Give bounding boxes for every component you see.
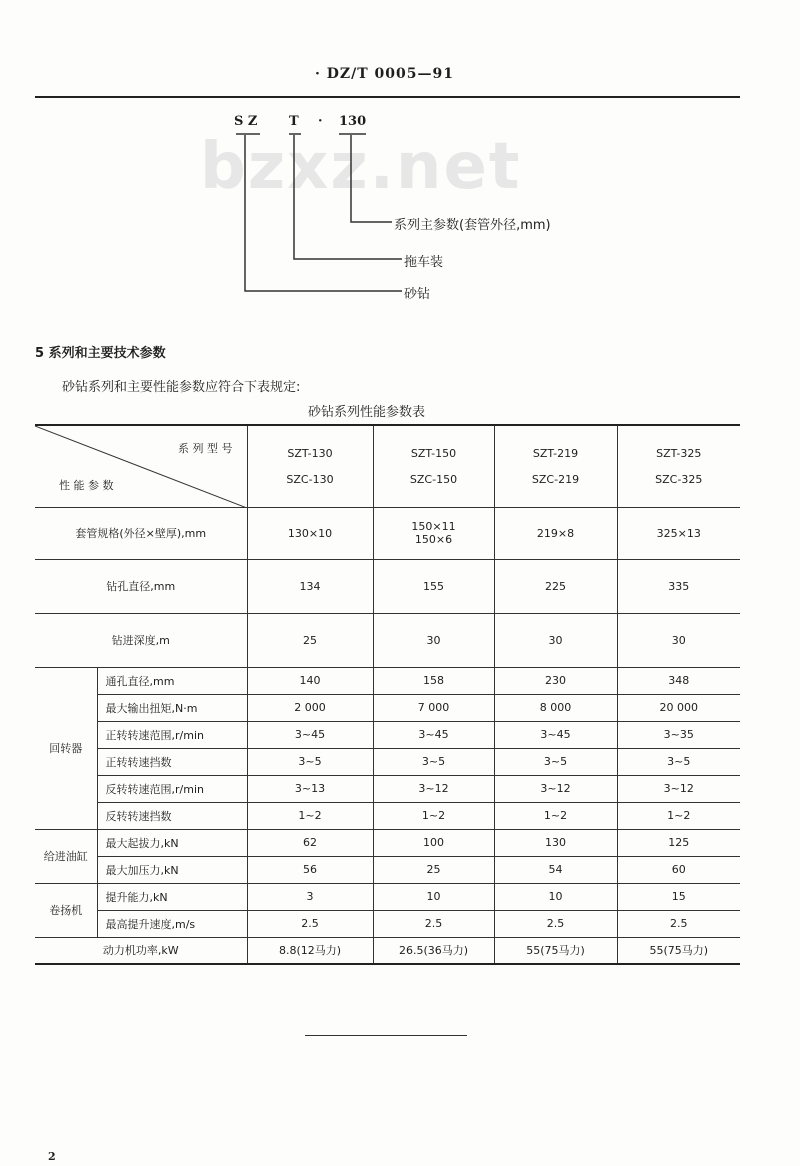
table-cell: 56 [247,856,373,883]
table-cell [373,507,494,559]
table-cell: 335 [617,559,740,613]
table-cell: 348 [617,667,740,694]
table-cell: 3~45 [373,721,494,748]
header-param-label: 性 能 参 数 [59,478,114,492]
table-cell: 30 [617,613,740,667]
label-trailer: 拖车装 [404,255,444,270]
row-label: 正转转速范围,r/min [97,721,247,748]
table-cell: 3~12 [373,775,494,802]
group-label: 卷扬机 [35,883,97,937]
section-intro: 砂钻系列和主要性能参数应符合下表规定: [62,380,301,395]
table-cell: 125 [617,829,740,856]
table-cell: 8.8(12马力) [247,937,373,964]
row-label: 最大输出扭矩,N·m [97,694,247,721]
code-dot: · [318,114,323,129]
table-cell: 55(75马力) [617,937,740,964]
model-name: SZT-325 [656,446,702,460]
table-cell: 134 [247,559,373,613]
row-label: 正转转速挡数 [97,748,247,775]
table-cell: 20 000 [617,694,740,721]
table-cell: 219×8 [494,507,617,559]
table-cell: 3~5 [494,748,617,775]
table-cell: 3~5 [373,748,494,775]
table-cell: 1~2 [494,802,617,829]
table-cell: 10 [494,883,617,910]
footer-rule [305,1035,467,1036]
table-cell: 230 [494,667,617,694]
code-130: 130 [339,114,367,129]
model-name: SZT-219 [532,446,579,460]
model-name: SZT-130 [287,446,333,460]
row-label: 最大加压力,kN [97,856,247,883]
table-cell: 1~2 [617,802,740,829]
table-cell: 30 [494,613,617,667]
row-label: 反转转速范围,r/min [97,775,247,802]
row-label: 通孔直径,mm [97,667,247,694]
row-label: 最高提升速度,m/s [97,910,247,937]
row-label: 钻孔直径,mm [35,559,247,613]
model-header [373,425,494,507]
model-name: SZT-150 [410,446,457,460]
table-cell: 25 [247,613,373,667]
table-cell: 8 000 [494,694,617,721]
table-cell: 2.5 [617,910,740,937]
row-label: 动力机功率,kW [35,937,247,964]
table-cell: 3 [247,883,373,910]
model-header [494,425,617,507]
group-label: 给进油缸 [35,829,97,883]
table-cell: 3~5 [617,748,740,775]
table-cell: 1~2 [373,802,494,829]
label-main-param: 系列主参数(套管外径,mm) [394,218,551,233]
table-cell: 2.5 [247,910,373,937]
header-diagonal-line [35,426,247,508]
table-cell: 7 000 [373,694,494,721]
row-label: 提升能力,kN [97,883,247,910]
standard-code: · DZ/T 0005—91 [315,66,454,82]
table-cell: 3~13 [247,775,373,802]
table-cell: 25 [373,856,494,883]
table-cell: 2.5 [373,910,494,937]
table-cell: 30 [373,613,494,667]
row-label: 钻进深度,m [35,613,247,667]
header-series-label: 系 列 型 号 [178,442,233,455]
table-cell: 3~45 [247,721,373,748]
code-sz: S Z [234,114,258,129]
casing-150-a: 150×11 150×6 [411,520,456,546]
table-cell: 1~2 [247,802,373,829]
table-cell: 3~12 [617,775,740,802]
table-cell: 130×10 [247,507,373,559]
table-cell: 62 [247,829,373,856]
model-header [617,425,740,507]
table-cell: 3~45 [494,721,617,748]
table-cell: 10 [373,883,494,910]
table-cell: 3~12 [494,775,617,802]
label-sand-drill: 砂钻 [404,287,431,302]
code-t: T [289,114,299,129]
header-diagonal-cell [35,425,247,507]
table-cell: 15 [617,883,740,910]
table-cell: 54 [494,856,617,883]
model-name: SZC-219 [531,472,580,486]
table-cell: 60 [617,856,740,883]
row-label: 套管规格(外径×壁厚),mm [35,507,247,559]
model-name: SZC-150 [409,472,458,486]
table-cell: 2 000 [247,694,373,721]
table-cell: 3~35 [617,721,740,748]
spec-table [35,424,740,965]
table-cell: 225 [494,559,617,613]
model-name: SZC-325 [655,472,703,486]
watermark: bzxz.net [200,130,522,204]
table-cell: 2.5 [494,910,617,937]
table-cell: 130 [494,829,617,856]
table-cell: 55(75马力) [494,937,617,964]
model-header [247,425,373,507]
table-cell: 100 [373,829,494,856]
group-label: 回转器 [35,667,97,829]
table-caption: 砂钻系列性能参数表 [308,405,426,420]
model-name: SZC-130 [286,472,334,486]
section-title: 5 系列和主要技术参数 [35,346,166,361]
table-cell: 26.5(36马力) [373,937,494,964]
table-cell: 155 [373,559,494,613]
row-label: 最大起拔力,kN [97,829,247,856]
page-number: 2 [48,1150,56,1163]
row-label: 反转转速挡数 [97,802,247,829]
table-cell: 158 [373,667,494,694]
table-cell: 140 [247,667,373,694]
table-cell: 3~5 [247,748,373,775]
designation-lines [0,0,800,320]
table-cell: 325×13 [617,507,740,559]
